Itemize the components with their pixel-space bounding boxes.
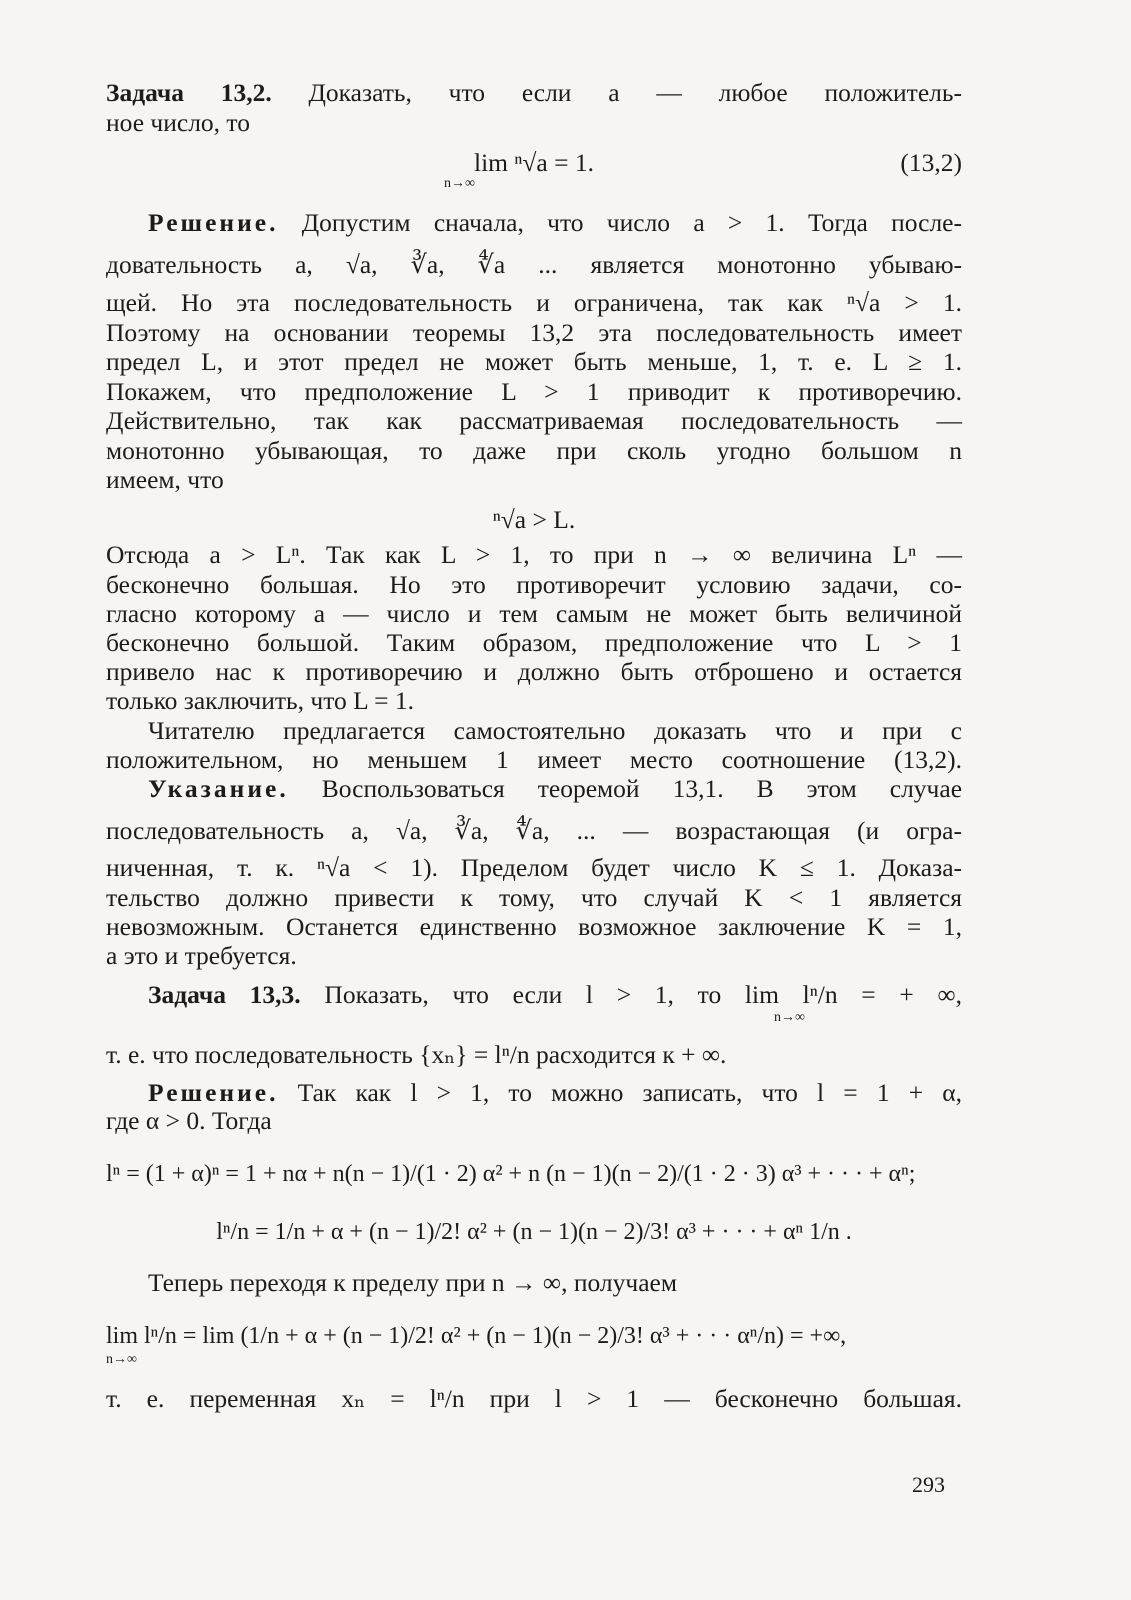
hint-label: Указание.	[148, 774, 289, 803]
solution-label: Решение.	[148, 1078, 279, 1107]
solution-1-line2-1: бесконечно большая. Но это противоречит условию задачи, со-	[106, 570, 962, 599]
solution-1-line-8: имеем, что	[106, 465, 224, 494]
solution-2-line-1: Решение. Так как l > 1, то можно записать, что l = 1 + α,	[148, 1078, 963, 1107]
problem-13-2-header	[106, 78, 962, 107]
solution-1-line-4: предел L, и этот предел не может быть меньше, 1, т. е. L ≥ 1.	[106, 347, 962, 376]
solution-1-line-1: довательность a, √a, ∛a, ∜a ... является монотонно убываю-	[106, 250, 962, 279]
problem-13-3-subscript: n→∞	[774, 1010, 805, 1025]
equation-limit: lim lⁿ/n = lim (1/n + α + (n − 1)/2! α² + (n − 1)(n − 2)/3! α³ + · · · αⁿ/n) = +∞,	[106, 1323, 847, 1349]
hint-line-5: а это и требуется.	[106, 941, 297, 970]
solution-1-line2-4: привело нас к противоречию и должно быть отброшено и остается	[106, 657, 962, 686]
hint-line-4: невозможным. Останется единственно возможное заключение K = 1,	[106, 912, 962, 941]
hint-line-1: последовательность a, √a, ∛a, ∜a, ... — возрастающая (и огра-	[106, 816, 962, 845]
solution-1-line-3: Поэтому на основании теоремы 13,2 эта последовательность имеет	[106, 318, 962, 347]
hint-line-0: Указание. Воспользоваться теоремой 13,1. В этом случае	[148, 774, 963, 803]
solution-label: Решение.	[148, 208, 279, 237]
problem-title: Задача 13,2.	[106, 78, 272, 107]
problem-13-3-line2: т. е. что последовательность {xₙ} = lⁿ/n расходится к + ∞.	[106, 1040, 727, 1069]
solution-1-line2-0: Отсюда a > Lⁿ. Так как L > 1, то при n → ∞ величина Lⁿ —	[106, 540, 962, 569]
hint-line-2: ниченная, т. к. ⁿ√a < 1). Пределом будет число K ≤ 1. Доказа-	[106, 853, 962, 882]
solution-2-line-2: где α > 0. Тогда	[106, 1106, 272, 1135]
hint-line-3: тельство должно привести к тому, что случай K < 1 является	[106, 883, 962, 912]
solution-2-line-3: Теперь переходя к пределу при n → ∞, получаем	[148, 1268, 677, 1297]
page-number: 293	[912, 1472, 945, 1497]
solution-1-line2-5: только заключить, что L = 1.	[106, 686, 415, 715]
solution-2-line-4: т. е. переменная xₙ = lⁿ/n при l > 1 — бесконечно большая.	[106, 1384, 962, 1413]
solution-1-line-6: Действительно, так как рассматриваемая последовательность —	[106, 406, 962, 435]
solution-1-line-0: Решение. Допустим сначала, что число a > 1. Тогда после-	[148, 208, 962, 237]
reader-line-1: положительном, но меньшем 1 имеет место соотношение (13,2).	[106, 745, 962, 774]
equation-divided-by-n: lⁿ/n = 1/n + α + (n − 1)/2! α² + (n − 1)(n − 2)/3! α³ + · · · + αⁿ 1/n .	[216, 1219, 852, 1245]
solution-1-line-2: щей. Но эта последовательность и ограничена, так как ⁿ√a > 1.	[106, 288, 962, 317]
formula-13-2-row	[106, 148, 962, 177]
problem-text: Доказать, что если a — любое положитель-	[308, 78, 962, 107]
solution-1-line2-3: бесконечно большой. Таким образом, предположение что L > 1	[106, 628, 962, 657]
equation-number: (13,2)	[900, 148, 962, 177]
reader-line-0: Читателю предлагается самостоятельно доказать что и при c	[148, 716, 962, 745]
solution-1-line-5: Покажем, что предположение L > 1 приводит к противоречию.	[106, 377, 962, 406]
solution-1-line2-2: гласно которому a — число и тем самым не может быть величиной	[106, 599, 962, 628]
problem-13-2-text-cont: ное число, то	[106, 108, 250, 137]
problem-title: Задача 13,3.	[148, 980, 301, 1009]
formula-root-greater-L: ⁿ√a > L.	[492, 505, 576, 534]
formula-13-2-subscript: n→∞	[444, 176, 475, 191]
problem-13-3-header	[106, 980, 962, 1009]
equation-binomial-expansion: lⁿ = (1 + α)ⁿ = 1 + nα + n(n − 1)/(1 · 2) α² + n (n − 1)(n − 2)/(1 · 2 · 3) α³ + · · · + αⁿ;	[106, 1161, 916, 1187]
problem-text: Показать, что если l > 1, то lim lⁿ/n = + ∞,	[324, 980, 963, 1009]
solution-1-line-7: монотонно убывающая, то даже при сколь угодно большом n	[106, 436, 962, 465]
formula-13-2: lim ⁿ√a = 1.	[474, 148, 594, 177]
equation-limit-subscript: n→∞	[106, 1352, 137, 1367]
